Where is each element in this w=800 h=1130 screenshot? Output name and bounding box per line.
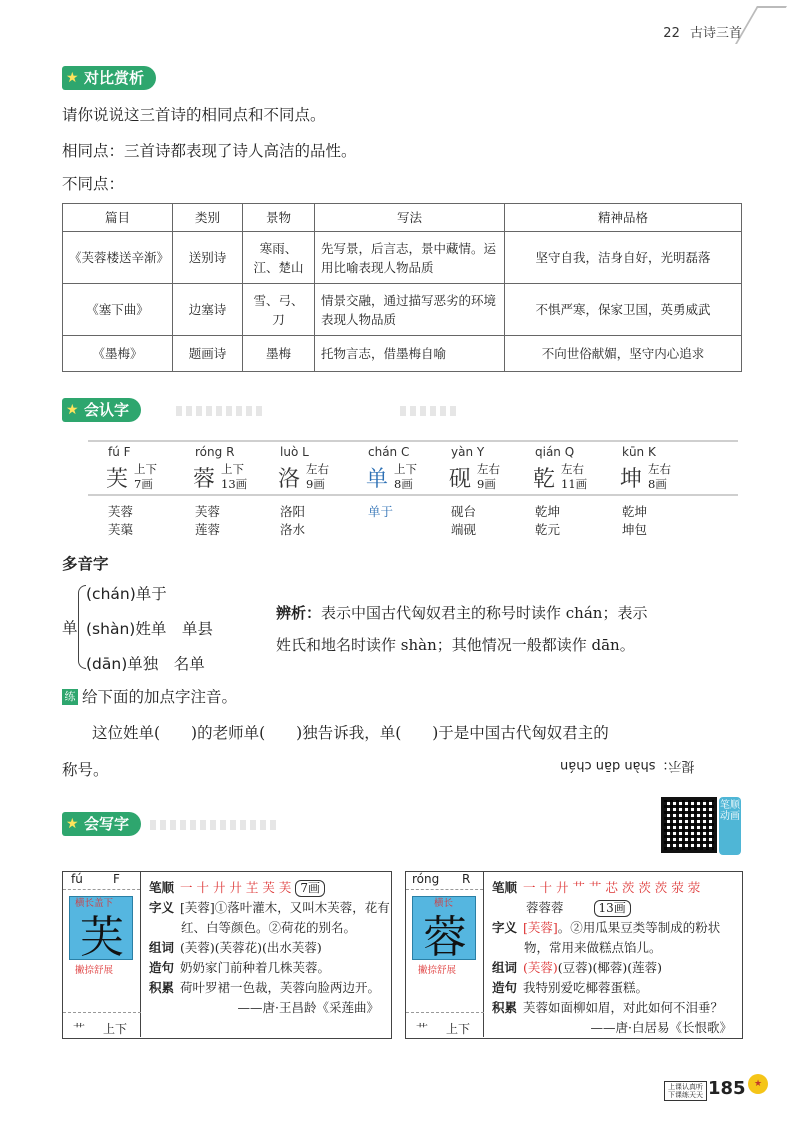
cell-type: 送别诗: [173, 232, 243, 284]
char-structure: 左右 11画: [561, 462, 588, 491]
cell-method: 先写景，后言志，景中藏情。运用比喻表现人物品质: [315, 232, 505, 284]
char-word: 乾坤: [535, 504, 561, 519]
grid-pinyin-row: fú F: [63, 872, 140, 890]
char-pinyin: róng R: [195, 445, 235, 459]
practice-prompt: 给下面的加点字注音。: [82, 688, 238, 706]
char-pinyin: yàn Y: [451, 445, 485, 459]
char-card-chan: [366, 445, 448, 519]
cell-type: 题画诗: [173, 336, 243, 372]
cell-spirit: 坚守自我，洁身自好，光明磊落: [505, 232, 742, 284]
table-header: 景物: [243, 204, 315, 232]
section-tab-compare: [62, 66, 156, 90]
char-structure: 左右 9画: [306, 462, 329, 491]
card-body: 笔顺 一 十 廾 艹 艹 芯 茨 茨 茨 荥 荥 蓉蓉蓉 13画 字义 [芙蓉]。②用瓜果豆类等制成的粉状物，常用来做糕点馅儿。 组词 (芙蓉)(豆蓉)(椰蓉)(莲蓉) 造句 我特别爱吃椰蓉蛋糕。 积累 芙蓉如面柳如眉，对此如何不泪垂？ ——唐·白居易《长恨歌》: [492, 880, 732, 1035]
cell-scenery: 雪、弓、刀: [243, 284, 315, 336]
footer-slogan: 上课认真听 下课练天天: [664, 1081, 707, 1101]
char-word: 洛水: [280, 522, 306, 537]
structure: 上下: [103, 1022, 128, 1036]
diff-point-label: 不同点：: [62, 175, 125, 193]
hint-bottom: 撇捺舒展: [75, 965, 114, 976]
lesson-title: 古诗三首: [689, 26, 742, 41]
grid-pinyin-row: róng R: [406, 872, 483, 890]
bracket-shape: [78, 585, 86, 669]
char-word: 单于: [368, 504, 394, 519]
char-glyph: 洛: [278, 467, 301, 492]
char-pinyin: qián Q: [535, 445, 575, 459]
page-number: 185: [708, 1078, 746, 1099]
hint-bottom: 撇捺舒展: [418, 965, 457, 976]
char-structure: 上下 7画: [134, 462, 157, 491]
table-row: [63, 336, 742, 372]
char-grid: [63, 872, 141, 1037]
char-card-yan: [449, 445, 531, 537]
duoyin-char: 单: [62, 619, 78, 637]
char-structure: 上下 8画: [394, 462, 417, 491]
char-card-rong: [193, 445, 275, 537]
char-glyph: 芙: [106, 467, 129, 492]
char-word: 芙蓉: [108, 504, 134, 519]
char-word: 洛阳: [280, 504, 306, 519]
char-glyph: 单: [366, 467, 389, 492]
char-card-kun: [620, 445, 702, 537]
compare-table: [62, 203, 742, 372]
table-header: 写法: [315, 204, 505, 232]
page-corner-decoration: [735, 6, 787, 44]
practice-sentence-cont: 称号。: [62, 761, 109, 779]
char-glyph: 坤: [620, 467, 643, 492]
char-structure: 上下 13画: [221, 462, 248, 491]
section-title: 对比赏析: [84, 69, 145, 87]
radical: 艹: [416, 1022, 429, 1036]
char-pinyin: chán C: [368, 445, 410, 459]
char-word: 乾元: [535, 522, 561, 537]
card-body: 笔顺 一 十 廾 廾 芏 芙 芙 7画 字义 [芙蓉]①落叶灌木，又叫木芙蓉，花有红、白等颜色。②荷花的别名。 组词 (芙蓉)(芙蓉花)(出水芙蓉) 造句 奶奶家门前种着几株芙蓉。 积累 荷叶罗裙一色裁，芙蓉向脸两边开。 ——唐·王昌龄《采莲曲》: [149, 880, 390, 1015]
char-word: 芙蓉: [195, 504, 221, 519]
page-header: [657, 22, 742, 41]
duoyin-line: (chán)单于: [86, 585, 167, 603]
sun-mascot-icon: ★: [748, 1074, 768, 1094]
analysis-line-1: 辨析：表示中国古代匈奴君主的称号时读作 chán；表示: [276, 604, 648, 622]
char-structure: 左右 8画: [648, 462, 671, 491]
duoyin-line: (shàn)姓单 单县: [86, 620, 213, 638]
char-word: 芙蕖: [108, 522, 134, 537]
char-pinyin: fú F: [108, 445, 131, 459]
write-card-fu: [62, 871, 392, 1039]
section-tab-recognize: [62, 398, 141, 422]
faded-decoration: [176, 406, 266, 416]
char-structure: 左右 9画: [477, 462, 500, 491]
duoyin-line: (dān)单独 名单: [86, 655, 205, 673]
qr-code-icon[interactable]: [661, 797, 717, 853]
cell-title: 《墨梅》: [63, 336, 173, 372]
char-pinyin: kūn K: [622, 445, 656, 459]
same-point-text: 相同点：三首诗都表现了诗人高洁的品性。: [62, 142, 357, 160]
cell-type: 边塞诗: [173, 284, 243, 336]
char-glyph: 乾: [533, 467, 556, 492]
radical: 艹: [73, 1022, 86, 1036]
table-header: 篇目: [63, 204, 173, 232]
cell-spirit: 不向世俗献媚，坚守内心追求: [505, 336, 742, 372]
structure: 上下: [446, 1022, 471, 1036]
strip-divider: [88, 494, 738, 496]
cell-title: 《塞下曲》: [63, 284, 173, 336]
practice-sentence: 这位姓单( )的老师单( )独告诉我，单( )于是中国古代匈奴君主的: [92, 724, 609, 742]
duoyin-title: 多音字: [62, 555, 109, 573]
table-row: [63, 284, 742, 336]
hint-top: 横长盖下: [75, 898, 114, 909]
star-icon: ★: [66, 402, 79, 418]
char-word: 莲蓉: [195, 522, 221, 537]
cell-method: 情景交融，通过描写恶劣的环境表现人物品质: [315, 284, 505, 336]
faded-decoration: [400, 406, 460, 416]
cell-scenery: 墨梅: [243, 336, 315, 372]
char-glyph: 砚: [449, 467, 472, 492]
practice-badge: 练: [62, 689, 78, 705]
question-text: 请你说说这三首诗的相同点和不同点。: [62, 106, 326, 124]
cell-spirit: 不惧严寒，保家卫国，英勇威武: [505, 284, 742, 336]
char-pinyin: luò L: [280, 445, 309, 459]
section-title: 会认字: [84, 401, 130, 419]
star-icon: ★: [66, 816, 79, 832]
hint-top: 横长: [434, 898, 454, 909]
table-row: [63, 232, 742, 284]
char-word: 砚台: [451, 504, 477, 519]
faded-decoration: [150, 820, 280, 830]
table-header: 类别: [173, 204, 243, 232]
char-card-fu: [106, 445, 188, 537]
char-card-qian: [533, 445, 615, 537]
char-card-luo: [278, 445, 360, 537]
char-word: 端砚: [451, 522, 477, 537]
cell-method: 托物言志，借墨梅自喻: [315, 336, 505, 372]
star-icon: ★: [66, 70, 79, 86]
lesson-number: 22: [663, 26, 680, 41]
section-title: 会写字: [84, 815, 130, 833]
char-word: 乾坤: [622, 504, 648, 519]
char-glyph: 蓉: [423, 912, 467, 963]
upside-down-hint: 提示：shàn dān chán: [560, 758, 695, 773]
char-grid: [406, 872, 484, 1037]
char-glyph: 芙: [80, 912, 124, 963]
write-card-rong: [405, 871, 743, 1039]
cell-scenery: 寒雨、江、楚山: [243, 232, 315, 284]
table-header: 精神品格: [505, 204, 742, 232]
analysis-line-2: 姓氏和地名时读作 shàn；其他情况一般都读作 dān。: [276, 636, 635, 654]
cell-title: 《芙蓉楼送辛渐》: [63, 232, 173, 284]
strip-divider: [88, 440, 738, 442]
char-glyph: 蓉: [193, 467, 216, 492]
section-tab-write: [62, 812, 141, 836]
qr-label: 笔顺动画: [719, 797, 741, 855]
char-word: 坤包: [622, 522, 648, 537]
